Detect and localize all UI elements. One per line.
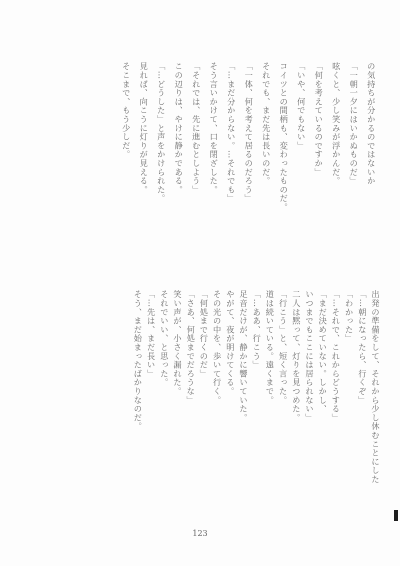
- upper-text-column: この辺りは、やけに静かである。: [174, 62, 185, 194]
- lower-text-column: やがて、夜が明けてくる。: [225, 290, 236, 396]
- upper-text-column: 「一朝一夕にはいかぬものだ」: [349, 62, 360, 186]
- upper-text-column: 「何を考えているのですか」: [314, 62, 325, 177]
- upper-text-column: 「一体、何を考えて居るのだろう」: [244, 62, 255, 203]
- lower-text-column: 出発の準備をして、それから少し休むことにした: [371, 290, 381, 484]
- upper-text-column: 「それでは、先に進むとしよう」: [191, 62, 202, 194]
- upper-text-column: それでも、まだ先は長いのだ。: [261, 62, 272, 186]
- upper-text-column: コイツとの間柄も、変わったものだ。: [279, 62, 290, 212]
- upper-text-column: の気持ちが分かるのではないか: [366, 62, 377, 186]
- lower-text-column: 「…それで、これからどうする」: [331, 290, 342, 422]
- lower-text-column: 足音だけが、静かに響いていた。: [239, 290, 249, 422]
- page-edge-marker: [394, 510, 398, 521]
- lower-text-column: 「…朝になったら、行くぞ」: [357, 290, 368, 405]
- lower-text-column: 二人は黙って、灯りを見つめた。: [291, 290, 302, 422]
- upper-text-column: 呟くと、少し笑みが浮かんだ。: [331, 62, 342, 186]
- lower-text-column: いつまでもここには居られない」: [305, 290, 315, 422]
- lower-text-column: 「さあ、何処までだろうな」: [186, 290, 197, 405]
- lower-text-column: 道は続いている。遠くまで。: [265, 290, 276, 405]
- lower-text-column: それでいい、と思った。: [159, 290, 170, 387]
- lower-text-column: 「…先は、まだ長い」: [146, 290, 157, 378]
- lower-text-column: 「行こう」と、短く言った。: [278, 290, 289, 405]
- upper-text-column: 「…どうした」と声をかけられた。: [156, 62, 167, 203]
- page-number: 123: [192, 529, 208, 538]
- lower-text-column: 「わかった」: [344, 290, 355, 343]
- lower-text-column: そう、まだ始まったばかりなのだ。: [133, 290, 144, 431]
- upper-text-column: そう言いかけて、口を閉ざした。: [209, 62, 220, 194]
- upper-text-column: 「いや、何でもない」: [296, 62, 307, 150]
- lower-text-column: 「何処まで行くのだ」: [199, 290, 210, 378]
- lower-text-column: 「…ああ、行こう」: [252, 290, 263, 370]
- upper-text-column: 見れば、向こうに灯りが見える。: [139, 62, 150, 194]
- upper-text-column: そこまで、もう少しだ。: [121, 62, 132, 159]
- lower-text-column: その光の中を、歩いて行く。: [212, 290, 223, 405]
- lower-text-column: 笑い声が、小さく漏れた。: [173, 290, 183, 396]
- lower-text-column: 「まだ決めていない。しかし、: [318, 290, 329, 414]
- upper-text-column: 「…まだ分からない。…それでも」: [226, 62, 237, 203]
